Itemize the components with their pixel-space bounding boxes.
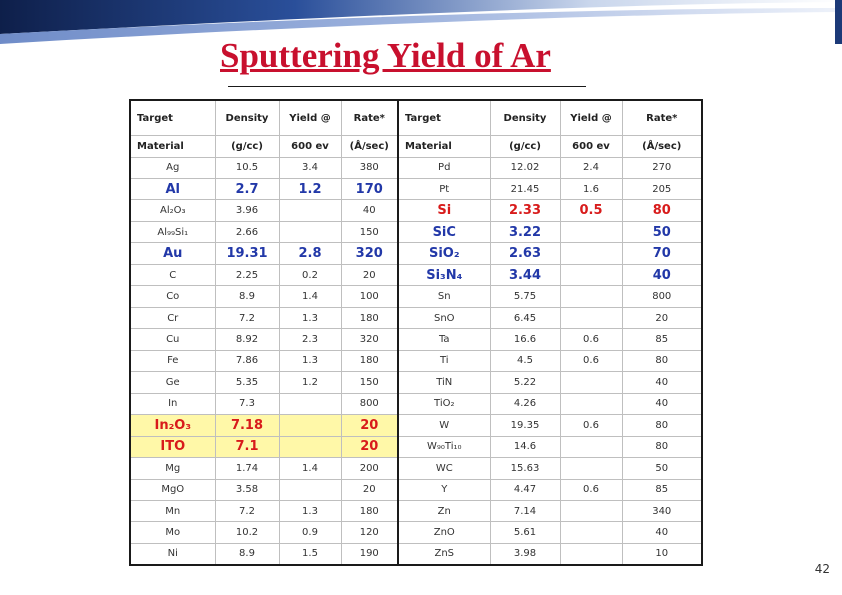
table-row: [130, 221, 702, 242]
right-density-cell: 4.5: [490, 350, 560, 371]
right-density-cell: 19.35: [490, 415, 560, 436]
page-number: 42: [814, 562, 830, 576]
right-rate-cell: 50: [622, 458, 702, 479]
right-yield-cell: [560, 458, 622, 479]
header-target: Target: [130, 100, 215, 136]
right-yield-cell: [560, 243, 622, 264]
header-material: Material: [130, 136, 215, 157]
left-rate-cell: 170: [341, 178, 398, 199]
table-header-row: [130, 100, 702, 136]
left-material-cell: C: [130, 264, 215, 285]
left-material-cell: Cu: [130, 329, 215, 350]
left-density-cell: 7.18: [215, 415, 279, 436]
left-density-cell: 1.74: [215, 458, 279, 479]
left-material-cell: In: [130, 393, 215, 414]
left-density-cell: 10.2: [215, 522, 279, 543]
right-rate-cell: 270: [622, 157, 702, 178]
title-underline-rule: [228, 86, 586, 87]
right-yield-cell: 0.6: [560, 479, 622, 500]
right-rate-cell: 80: [622, 415, 702, 436]
left-yield-cell: [279, 393, 341, 414]
table-row: [130, 307, 702, 328]
right-yield-cell: [560, 307, 622, 328]
right-material-cell: Zn: [398, 501, 490, 522]
header-yield-unit: 600 ev: [560, 136, 622, 157]
right-rate-cell: 20: [622, 307, 702, 328]
left-yield-cell: 1.2: [279, 178, 341, 199]
right-density-cell: 21.45: [490, 178, 560, 199]
right-yield-cell: 2.4: [560, 157, 622, 178]
right-material-cell: TiO₂: [398, 393, 490, 414]
left-rate-cell: 180: [341, 350, 398, 371]
right-yield-cell: 0.6: [560, 329, 622, 350]
left-yield-cell: 0.9: [279, 522, 341, 543]
header-yield-unit: 600 ev: [279, 136, 341, 157]
table-row: [130, 178, 702, 199]
right-yield-cell: [560, 501, 622, 522]
header-density: Density: [215, 100, 279, 136]
left-material-cell: Mg: [130, 458, 215, 479]
table-row: [130, 286, 702, 307]
right-yield-cell: 0.6: [560, 350, 622, 371]
header-rate: Rate*: [341, 100, 398, 136]
left-yield-cell: [279, 479, 341, 500]
right-material-cell: Ta: [398, 329, 490, 350]
left-density-cell: 7.2: [215, 307, 279, 328]
header-rate-unit: (Å/sec): [622, 136, 702, 157]
right-density-cell: 3.44: [490, 264, 560, 285]
table-row: [130, 200, 702, 221]
right-yield-cell: [560, 372, 622, 393]
right-material-cell: SiC: [398, 221, 490, 242]
right-yield-cell: [560, 543, 622, 565]
right-density-cell: 15.63: [490, 458, 560, 479]
left-rate-cell: 190: [341, 543, 398, 565]
left-material-cell: Mn: [130, 501, 215, 522]
right-rate-cell: 340: [622, 501, 702, 522]
right-density-cell: 3.98: [490, 543, 560, 565]
right-yield-cell: [560, 522, 622, 543]
left-material-cell: Mo: [130, 522, 215, 543]
left-density-cell: 10.5: [215, 157, 279, 178]
left-yield-cell: 2.3: [279, 329, 341, 350]
table-row: [130, 501, 702, 522]
left-rate-cell: 150: [341, 221, 398, 242]
header-density-unit: (g/cc): [490, 136, 560, 157]
right-rate-cell: 10: [622, 543, 702, 565]
right-density-cell: 12.02: [490, 157, 560, 178]
left-yield-cell: 1.5: [279, 543, 341, 565]
right-yield-cell: [560, 264, 622, 285]
header-density: Density: [490, 100, 560, 136]
left-rate-cell: 40: [341, 200, 398, 221]
right-density-cell: 5.75: [490, 286, 560, 307]
right-rate-cell: 85: [622, 479, 702, 500]
right-material-cell: Si: [398, 200, 490, 221]
left-rate-cell: 120: [341, 522, 398, 543]
left-material-cell: Al: [130, 178, 215, 199]
right-density-cell: 4.26: [490, 393, 560, 414]
left-rate-cell: 20: [341, 415, 398, 436]
header-rate: Rate*: [622, 100, 702, 136]
left-yield-cell: 1.3: [279, 501, 341, 522]
left-rate-cell: 20: [341, 479, 398, 500]
left-rate-cell: 320: [341, 243, 398, 264]
right-material-cell: W: [398, 415, 490, 436]
left-yield-cell: [279, 436, 341, 457]
right-density-cell: 3.22: [490, 221, 560, 242]
left-density-cell: 7.3: [215, 393, 279, 414]
right-yield-cell: 0.6: [560, 415, 622, 436]
left-material-cell: Ag: [130, 157, 215, 178]
right-rate-cell: 40: [622, 522, 702, 543]
right-rate-cell: 40: [622, 372, 702, 393]
left-yield-cell: 0.2: [279, 264, 341, 285]
left-yield-cell: 3.4: [279, 157, 341, 178]
right-rate-cell: 40: [622, 264, 702, 285]
table-row: [130, 479, 702, 500]
right-yield-cell: 1.6: [560, 178, 622, 199]
table-row: [130, 458, 702, 479]
right-rate-cell: 80: [622, 436, 702, 457]
left-yield-cell: 1.2: [279, 372, 341, 393]
right-density-cell: 2.33: [490, 200, 560, 221]
right-rate-cell: 40: [622, 393, 702, 414]
right-density-cell: 16.6: [490, 329, 560, 350]
right-material-cell: Pt: [398, 178, 490, 199]
table-row: [130, 436, 702, 457]
right-density-cell: 6.45: [490, 307, 560, 328]
left-density-cell: 8.9: [215, 543, 279, 565]
left-density-cell: 7.2: [215, 501, 279, 522]
table-row: [130, 393, 702, 414]
right-material-cell: Si₃N₄: [398, 264, 490, 285]
right-material-cell: WC: [398, 458, 490, 479]
right-material-cell: SiO₂: [398, 243, 490, 264]
right-density-cell: 5.61: [490, 522, 560, 543]
left-material-cell: Cr: [130, 307, 215, 328]
header-target: Target: [398, 100, 490, 136]
right-material-cell: Pd: [398, 157, 490, 178]
left-rate-cell: 20: [341, 436, 398, 457]
right-yield-cell: [560, 286, 622, 307]
right-material-cell: Ti: [398, 350, 490, 371]
right-rate-cell: 80: [622, 350, 702, 371]
right-yield-cell: [560, 221, 622, 242]
left-rate-cell: 20: [341, 264, 398, 285]
left-density-cell: 5.35: [215, 372, 279, 393]
table-row: [130, 415, 702, 436]
right-rate-cell: 800: [622, 286, 702, 307]
left-material-cell: Al₉₉Si₁: [130, 221, 215, 242]
table-row: [130, 264, 702, 285]
left-material-cell: Fe: [130, 350, 215, 371]
header-yield: Yield @: [560, 100, 622, 136]
left-material-cell: MgO: [130, 479, 215, 500]
left-density-cell: 3.58: [215, 479, 279, 500]
right-rate-cell: 70: [622, 243, 702, 264]
header-material: Material: [398, 136, 490, 157]
left-rate-cell: 100: [341, 286, 398, 307]
left-yield-cell: [279, 415, 341, 436]
left-yield-cell: 1.4: [279, 286, 341, 307]
right-material-cell: ZnO: [398, 522, 490, 543]
left-rate-cell: 200: [341, 458, 398, 479]
left-density-cell: 19.31: [215, 243, 279, 264]
right-yield-cell: [560, 393, 622, 414]
left-material-cell: Al₂O₃: [130, 200, 215, 221]
left-density-cell: 8.9: [215, 286, 279, 307]
table-row: [130, 543, 702, 565]
table-row: [130, 522, 702, 543]
right-material-cell: W₉₀Ti₁₀: [398, 436, 490, 457]
table-units-row: [130, 136, 702, 157]
right-rate-cell: 50: [622, 221, 702, 242]
left-rate-cell: 180: [341, 501, 398, 522]
left-rate-cell: 800: [341, 393, 398, 414]
left-material-cell: In₂O₃: [130, 415, 215, 436]
left-rate-cell: 180: [341, 307, 398, 328]
table-row: [130, 329, 702, 350]
left-rate-cell: 150: [341, 372, 398, 393]
left-yield-cell: 1.3: [279, 350, 341, 371]
left-material-cell: Au: [130, 243, 215, 264]
right-yield-cell: [560, 436, 622, 457]
left-yield-cell: [279, 200, 341, 221]
sputtering-yield-table: [129, 99, 703, 566]
header-rate-unit: (Å/sec): [341, 136, 398, 157]
left-density-cell: 2.25: [215, 264, 279, 285]
right-density-cell: 14.6: [490, 436, 560, 457]
left-density-cell: 8.92: [215, 329, 279, 350]
right-material-cell: ZnS: [398, 543, 490, 565]
table-row: [130, 157, 702, 178]
right-material-cell: Sn: [398, 286, 490, 307]
left-yield-cell: 1.3: [279, 307, 341, 328]
right-rate-cell: 205: [622, 178, 702, 199]
right-material-cell: TiN: [398, 372, 490, 393]
right-rate-cell: 85: [622, 329, 702, 350]
right-rate-cell: 80: [622, 200, 702, 221]
right-density-cell: 7.14: [490, 501, 560, 522]
table-row: [130, 243, 702, 264]
header-density-unit: (g/cc): [215, 136, 279, 157]
left-material-cell: Ge: [130, 372, 215, 393]
left-yield-cell: 2.8: [279, 243, 341, 264]
left-material-cell: Co: [130, 286, 215, 307]
left-density-cell: 7.86: [215, 350, 279, 371]
left-material-cell: Ni: [130, 543, 215, 565]
left-yield-cell: 1.4: [279, 458, 341, 479]
left-density-cell: 2.66: [215, 221, 279, 242]
right-density-cell: 2.63: [490, 243, 560, 264]
left-material-cell: ITO: [130, 436, 215, 457]
header-yield: Yield @: [279, 100, 341, 136]
table-row: [130, 350, 702, 371]
right-material-cell: Y: [398, 479, 490, 500]
left-density-cell: 2.7: [215, 178, 279, 199]
right-density-cell: 4.47: [490, 479, 560, 500]
table-row: [130, 372, 702, 393]
left-rate-cell: 320: [341, 329, 398, 350]
right-density-cell: 5.22: [490, 372, 560, 393]
left-rate-cell: 380: [341, 157, 398, 178]
left-yield-cell: [279, 221, 341, 242]
right-yield-cell: 0.5: [560, 200, 622, 221]
left-density-cell: 3.96: [215, 200, 279, 221]
right-material-cell: SnO: [398, 307, 490, 328]
page-title: Sputtering Yield of Ar: [220, 36, 551, 75]
left-density-cell: 7.1: [215, 436, 279, 457]
